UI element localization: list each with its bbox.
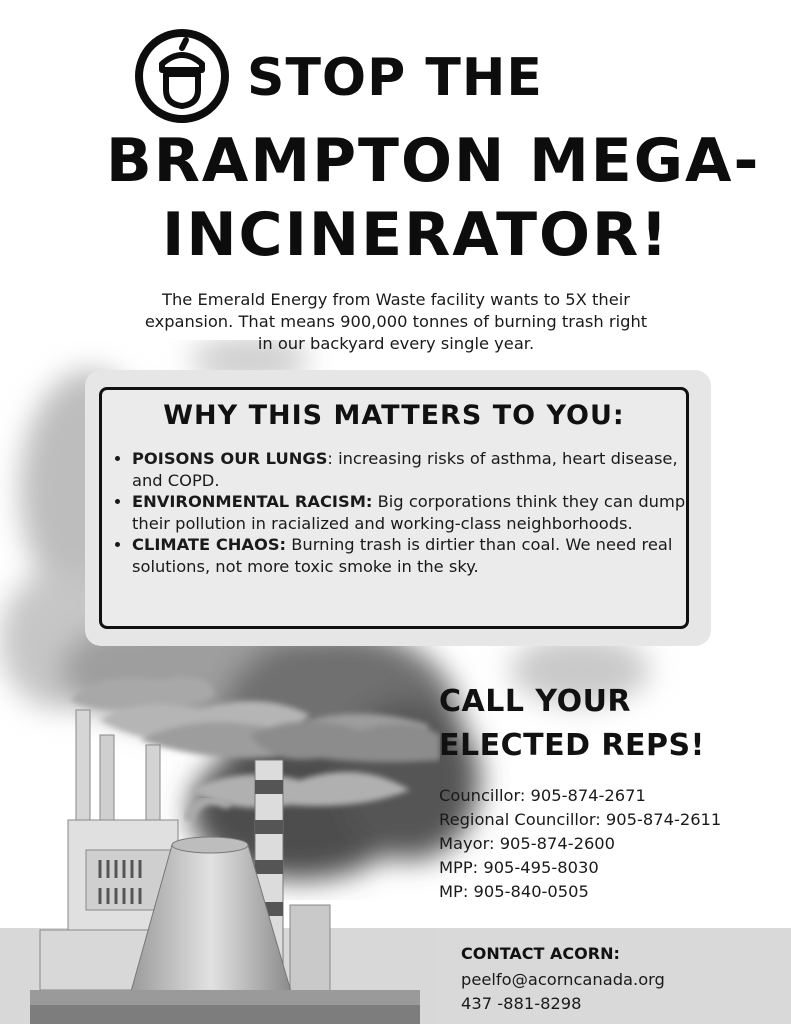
contact-email[interactable]: peelfo@acorncanada.org: [461, 970, 665, 989]
why-point: [132, 491, 692, 534]
intro-line: in our backyard every single year.: [257, 334, 535, 353]
why-point-text: : increasing risks of asthma, heart disease, and COPD.: [132, 449, 678, 490]
why-point-label: POISONS OUR LUNGS: [132, 449, 328, 468]
rep-phone: MP: 905-840-0505: [439, 882, 589, 901]
rep-phone: Regional Councillor: 905-874-2611: [439, 810, 722, 829]
title-line-2: BRAMPTON MEGA-: [106, 126, 761, 196]
why-heading: WHY THIS MATTERS TO YOU:: [163, 400, 625, 431]
call-line: CALL YOUR: [439, 684, 632, 719]
why-point: [132, 448, 692, 491]
why-point-text: Burning trash is dirtier than coal. We need real solutions, not more toxic smoke in the sky.: [132, 535, 673, 576]
why-point-label: CLIMATE CHAOS:: [132, 535, 287, 554]
call-reps-heading: [439, 680, 705, 768]
contact-heading: CONTACT ACORN:: [461, 944, 620, 963]
rep-phone: Councillor: 905-874-2671: [439, 786, 646, 805]
why-points-list: [114, 448, 692, 577]
title-line-1: STOP THE: [247, 48, 543, 108]
rep-phone: MPP: 905-495-8030: [439, 858, 599, 877]
intro-line: The Emerald Energy from Waste facility wants to 5X their: [162, 290, 630, 309]
acorn-logo-icon: [134, 28, 230, 124]
contact-phone[interactable]: 437 -881-8298: [461, 994, 582, 1013]
intro-paragraph: [60, 289, 732, 355]
call-line: ELECTED REPS!: [439, 728, 705, 763]
why-point-text: Big corporations think they can dump their pollution in racialized and working-class neighborhoods.: [132, 492, 686, 533]
why-point: [132, 534, 692, 577]
contact-box: [438, 928, 791, 1024]
why-point-label: ENVIRONMENTAL RACISM:: [132, 492, 373, 511]
title-line-3: INCINERATOR!: [162, 200, 670, 270]
reps-phone-list: [439, 784, 721, 904]
why-box: [99, 387, 689, 629]
incinerator-factory-illustration: [0, 640, 440, 1024]
rep-phone: Mayor: 905-874-2600: [439, 834, 616, 853]
intro-line: expansion. That means 900,000 tonnes of burning trash right: [144, 312, 648, 331]
